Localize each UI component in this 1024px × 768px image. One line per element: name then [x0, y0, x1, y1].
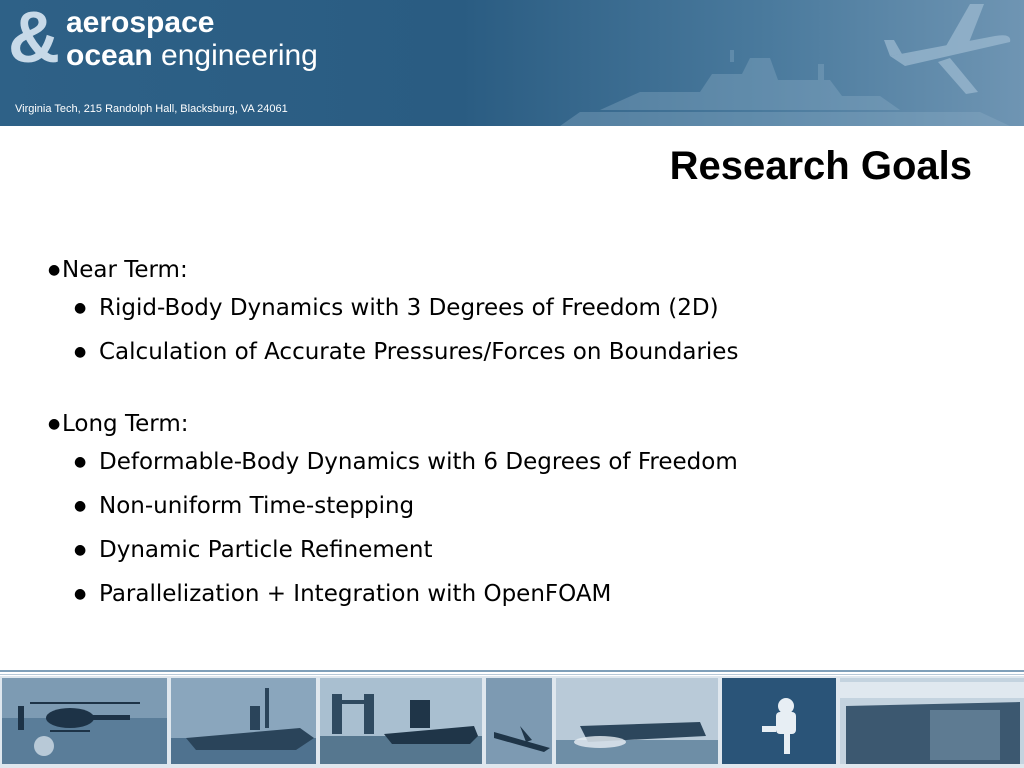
- bullet-dot-icon: ●: [74, 586, 87, 602]
- bullet-dot-icon: ●: [74, 300, 87, 316]
- logo-line-aerospace: aerospace: [66, 6, 215, 39]
- bullet-dot-icon: ●: [74, 542, 87, 558]
- photo-hovercraft: [556, 678, 718, 764]
- list-item: [48, 330, 988, 374]
- bullet-list-long-term: [48, 440, 988, 616]
- list-item: [48, 484, 988, 528]
- logo-line-ocean-engineering: [66, 41, 318, 71]
- photo-astronaut: [722, 678, 836, 764]
- bullet-group-long-term: [48, 408, 988, 616]
- list-item: [48, 528, 988, 572]
- photo-jet: [486, 678, 552, 764]
- strip-divider: [0, 670, 1024, 672]
- list-item-text: Dynamic Particle Refinement: [99, 537, 433, 563]
- list-item: [48, 572, 988, 616]
- header-banner: [0, 0, 1024, 126]
- strip-divider-thin: [0, 674, 1024, 675]
- photo-strip-art: [0, 676, 1024, 768]
- list-item-text: Deformable-Body Dynamics with 6 Degrees of Freedom: [99, 449, 738, 475]
- bullet-heading-long-term: [48, 408, 988, 440]
- photo-strip: [0, 676, 1024, 768]
- photo-tower-bridge: [320, 678, 482, 764]
- address-text: Virginia Tech, 215 Randolph Hall, Blacksburg, VA 24061: [15, 103, 288, 115]
- logo-word-engineering: engineering: [152, 39, 318, 72]
- photo-helicopter: [2, 678, 167, 764]
- bullet-dot-icon: ●: [48, 262, 61, 278]
- slide-content: [48, 254, 988, 616]
- list-item-text: Rigid-Body Dynamics with 3 Degrees of Freedom (2D): [99, 295, 719, 321]
- airplane-icon: [884, 4, 1010, 94]
- logo-ampersand: &: [8, 0, 60, 78]
- list-item-text: Non-uniform Time-stepping: [99, 493, 415, 519]
- bullet-list-near-term: [48, 286, 988, 374]
- list-item: [48, 440, 988, 484]
- bullet-heading-near-term: [48, 254, 988, 286]
- bullet-group-near-term: [48, 254, 988, 374]
- slide-title: Research Goals: [669, 144, 972, 188]
- bullet-heading-label: Long Term:: [62, 411, 189, 437]
- bullet-dot-icon: ●: [74, 454, 87, 470]
- photo-warship: [171, 678, 316, 764]
- list-item: [48, 286, 988, 330]
- bullet-dot-icon: ●: [48, 416, 61, 432]
- photo-landing-craft: [840, 678, 1024, 764]
- list-item-text: Calculation of Accurate Pressures/Forces on Boundaries: [99, 339, 739, 365]
- bullet-dot-icon: ●: [74, 498, 87, 514]
- list-item-text: Parallelization + Integration with OpenFOAM: [99, 581, 612, 607]
- logo-word-ocean: ocean: [66, 39, 153, 72]
- bullet-heading-label: Near Term:: [62, 257, 188, 283]
- bullet-dot-icon: ●: [74, 344, 87, 360]
